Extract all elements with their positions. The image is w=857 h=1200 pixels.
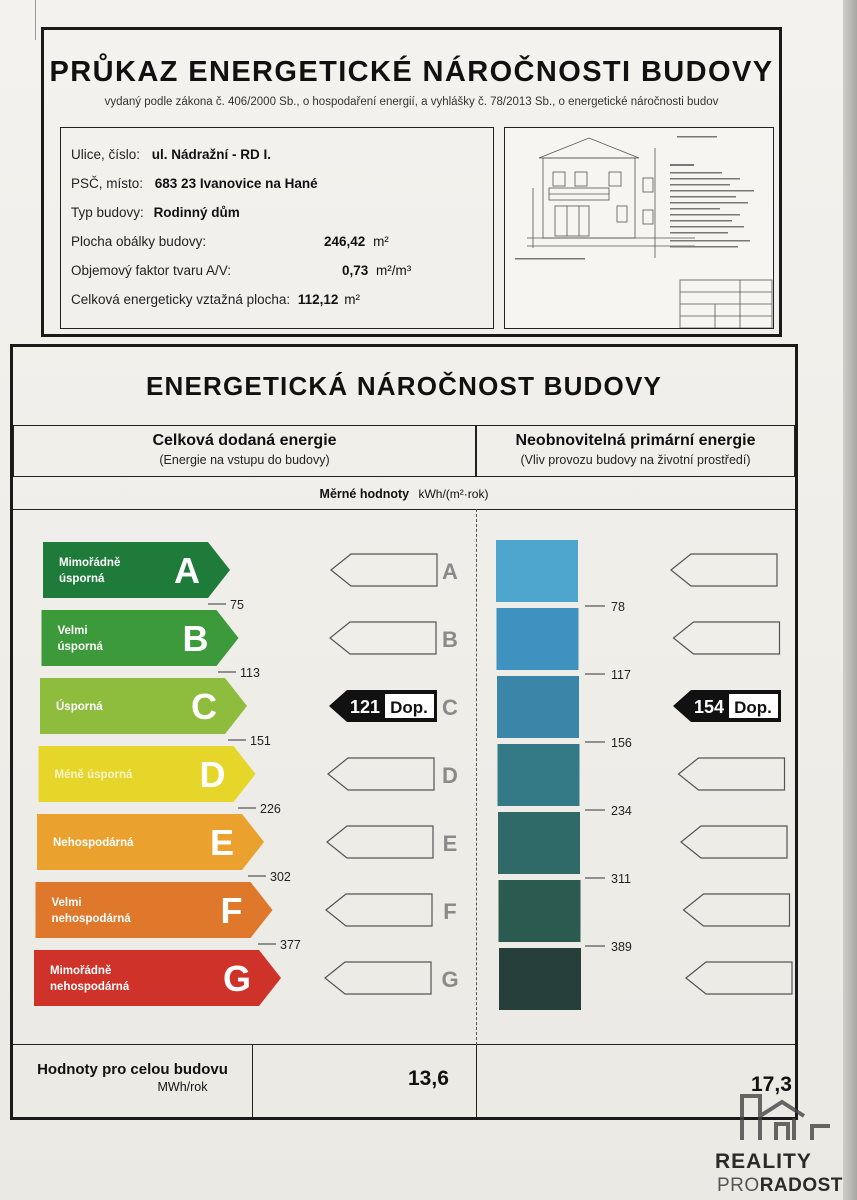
class-letter-b: B [182,618,209,659]
type-value: Rodinný dům [153,205,240,220]
footer-divider [476,1045,477,1117]
certificate-header [41,27,782,337]
envelope-unit: m² [373,234,389,249]
watermark-line2 [717,1175,843,1197]
slot-letter-f: F [443,899,457,924]
left-threshold-label: 226 [260,802,281,816]
area-unit: m² [344,292,360,307]
slot-letter-b: B [442,627,458,652]
street-label: Ulice, číslo: [71,147,141,162]
envelope-value: 246,42 [324,234,366,249]
type-label: Typ budovy: [71,205,144,220]
envelope-row [71,234,206,249]
watermark-line2-radost: RADOST [759,1175,843,1196]
whole-building-primary-value: 17,3 [751,1073,792,1096]
class-name-f: Velmi [51,897,82,909]
empty-marker-left-d [328,758,434,790]
building-info [60,127,494,329]
class-letter-e: E [209,822,234,863]
empty-marker-left-f [326,894,432,926]
column-divider [476,509,477,1045]
building-drawing [504,127,774,329]
primary-bar-c [497,676,579,738]
primary-bar-f [499,880,581,942]
primary-bar-g [499,948,581,1010]
class-arrow-b [42,610,239,666]
street-value: ul. Nádražní - RD I. [151,147,272,162]
empty-marker-right-a [671,554,777,586]
class-name-a: úsporná [59,573,105,585]
energy-performance-title: ENERGETICKÁ NÁROČNOST BUDOVY [145,371,663,401]
left-column-header [13,425,476,477]
shape-value: 0,73 [342,263,369,278]
class-name-d: Méně úsporná [54,769,133,781]
empty-marker-right-b [674,622,780,654]
area-row [71,292,360,307]
class-name-b: úsporná [57,641,103,653]
whole-building-label-cell [13,1045,253,1117]
class-letter-a: A [174,550,200,591]
right-threshold-label: 389 [611,940,632,954]
class-letter-f: F [220,890,243,931]
left-column-subtitle: (Energie na vstupu do budovy) [159,453,330,467]
right-column-title: Neobnovitelná primární energie [515,432,756,449]
primary-bar-a [496,540,578,602]
empty-marker-left-e [327,826,433,858]
empty-marker-left-b [330,622,436,654]
envelope-value-group [324,234,389,249]
empty-marker-left-a [331,554,437,586]
shape-unit: m²/m³ [376,263,412,278]
fold-line [35,0,36,40]
area-value: 112,12 [297,292,339,307]
empty-marker-right-f [684,894,790,926]
shape-row [71,263,231,278]
slot-letter-c: C [442,695,458,720]
class-letter-c: C [191,686,217,727]
house-elevation-sketch [505,128,774,329]
certificate-subtitle: vydaný podle zákona č. 406/2000 Sb., o hospodaření energií, a vyhlášky č. 78/2013 Sb., o energetické náročnosti budov [104,96,719,108]
class-name-f: nehospodárná [51,913,131,925]
class-name-c: Úsporná [56,701,103,713]
class-letter-d: D [199,754,226,795]
energy-performance-panel [10,344,798,1120]
right-threshold-label: 117 [611,668,631,682]
whole-building-delivered-value: 13,6 [408,1067,449,1090]
slot-letter-a: A [442,559,458,584]
units-label: Měrné hodnoty [319,487,410,501]
primary-bar-e [498,812,580,874]
whole-building-unit: MWh/rok [157,1080,208,1094]
class-name-e: Nehospodárná [53,837,134,849]
area-label: Celková energeticky vztažná plocha: [71,292,291,307]
class-name-a: Mimořádně [59,557,121,569]
left-threshold-label: 113 [240,666,260,680]
units-value: kWh/(m²·rok) [418,487,489,501]
empty-marker-right-g [686,962,792,994]
left-threshold-label: 151 [250,734,271,748]
envelope-label: Plocha obálky budovy: [71,234,207,249]
active-marker-value-left: 121 [349,697,381,717]
class-name-b: Velmi [57,625,88,637]
class-name-g: Mimořádně [50,965,112,977]
units-line [13,487,795,501]
postal-row [71,176,318,191]
primary-bar-d [498,744,580,806]
certificate-title: PRŮKAZ ENERGETICKÉ NÁROČNOSTI BUDOVY [49,56,774,88]
paper-edge [843,0,857,1200]
class-letter-g: G [222,958,251,999]
shape-label: Objemový faktor tvaru A/V: [71,263,232,278]
active-marker-suffix-left: Dop. [390,698,428,717]
left-threshold-label: 302 [270,870,291,884]
right-threshold-label: 78 [611,600,625,614]
left-threshold-label: 75 [230,598,244,612]
type-row [71,205,240,220]
slot-letter-d: D [442,763,458,788]
whole-building-row [13,1045,795,1117]
right-threshold-label: 311 [611,872,631,886]
watermark-line1: REALITY [715,1150,812,1173]
primary-bar-b [497,608,579,670]
right-threshold-label: 156 [611,736,632,750]
postal-label: PSČ, místo: [71,176,144,191]
energy-scale-graphic [13,510,795,1046]
slot-letter-g: G [441,967,459,992]
class-arrow-a [43,542,230,598]
left-threshold-label: 377 [280,938,301,952]
right-threshold-label: 234 [611,804,632,818]
empty-marker-right-d [679,758,785,790]
slot-letter-e: E [442,831,458,856]
empty-marker-left-g [325,962,431,994]
postal-value: 683 23 Ivanovice na Hané [154,176,318,191]
whole-building-label: Hodnoty pro celou budovu [37,1061,228,1078]
active-marker-suffix-right: Dop. [734,698,772,717]
left-column-title: Celková dodaná energie [152,432,337,449]
empty-marker-right-e [681,826,787,858]
shape-value-group [342,263,411,278]
watermark-line2-pro: PRO [717,1175,760,1196]
energy-scale [13,509,795,1045]
street-row [71,147,271,162]
right-column-subtitle: (Vliv provozu budovy na životní prostředí) [520,453,751,467]
active-marker-value-right: 154 [693,697,725,717]
right-column-header [476,425,795,477]
class-name-g: nehospodárná [50,981,130,993]
